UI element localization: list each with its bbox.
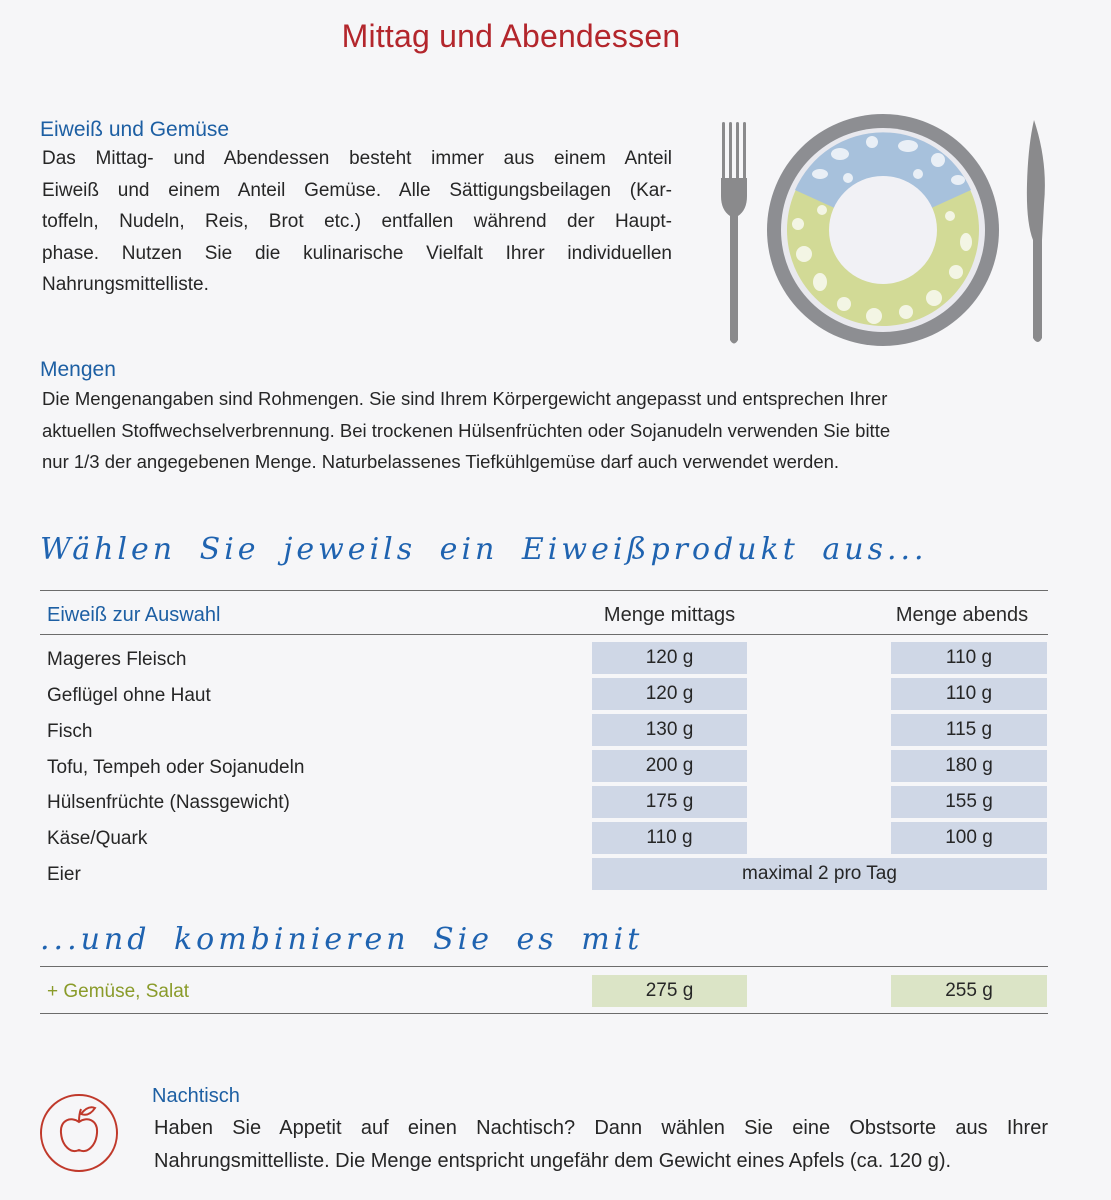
text-line: Die Mengenangaben sind Rohmengen. Sie sind Ihrem Körpergewicht angepasst und entsprechen Ihrer <box>42 388 888 409</box>
midday-amount: 110 g <box>592 822 747 854</box>
amounts-section-text <box>42 383 1062 478</box>
text-line: Haben Sie Appetit auf einen Nachtisch? Dann wählen Sie eine Obstsorte aus Ihrer <box>154 1117 1048 1139</box>
choose-protein-heading: Wählen Sie jeweils ein Eiweißprodukt aus... <box>40 532 928 567</box>
text-line: phase. Nutzen Sie die kulinarische Vielfalt Ihrer individuellen <box>42 242 672 264</box>
evening-amount: 110 g <box>891 678 1047 710</box>
divider <box>40 966 1048 967</box>
row-label: Geflügel ohne Haut <box>47 685 211 706</box>
vegetables-midday-amount: 275 g <box>592 975 747 1007</box>
evening-amount: 110 g <box>891 642 1047 674</box>
protein-section-text <box>42 143 672 301</box>
fork-icon <box>721 122 747 344</box>
midday-amount: 120 g <box>592 678 747 710</box>
row-label: Mageres Fleisch <box>47 649 187 670</box>
apple-icon <box>38 1092 120 1174</box>
text-line: Das Mittag- und Abendessen besteht immer aus einem Anteil <box>42 148 672 169</box>
text-line: aktuellen Stoffwechselverbrennung. Bei trockenen Hülsenfrüchten oder Sojanudeln verwenden Sie bitte <box>42 419 891 441</box>
plate-icon <box>767 114 999 346</box>
table-header-midday: Menge mittags <box>603 604 736 626</box>
text-line: Nahrungsmittelliste. Die Menge entspricht ungefähr dem Gewicht eines Apfels (ca. 120 g). <box>154 1150 952 1172</box>
knife-icon <box>1027 120 1045 342</box>
evening-amount: 100 g <box>891 822 1047 854</box>
text-line: toffeln, Nudeln, Reis, Brot etc.) entfallen während der Haupt- <box>42 211 672 232</box>
row-label: Tofu, Tempeh oder Sojanudeln <box>47 757 305 778</box>
protein-section-heading: Eiweiß und Gemüse <box>40 118 230 141</box>
evening-amount: 115 g <box>891 714 1047 746</box>
text-line: Nahrungsmittelliste. <box>42 274 209 295</box>
evening-amount: 180 g <box>891 750 1047 782</box>
vegetables-label: + Gemüse, Salat <box>47 981 190 1002</box>
vegetables-evening-amount: 255 g <box>891 975 1047 1007</box>
divider <box>40 590 1048 591</box>
divider <box>40 634 1048 635</box>
table-header-protein: Eiweiß zur Auswahl <box>47 604 221 626</box>
divider <box>40 1013 1048 1014</box>
evening-amount: 155 g <box>891 786 1047 818</box>
midday-amount: 175 g <box>592 786 747 818</box>
dessert-text <box>154 1112 1048 1178</box>
row-label: Käse/Quark <box>47 828 148 849</box>
table-header-evening: Menge abends <box>895 604 1029 626</box>
text-line: Eiweiß und einem Anteil Gemüse. Alle Sättigungsbeilagen (Kar- <box>42 179 672 201</box>
eggs-amount: maximal 2 pro Tag <box>592 858 1047 890</box>
midday-amount: 200 g <box>592 750 747 782</box>
row-label: Eier <box>47 864 81 885</box>
page-title: Mittag und Abendessen <box>341 18 681 54</box>
combine-heading: ...und kombinieren Sie es mit <box>40 922 644 957</box>
text-line: nur 1/3 der angegebenen Menge. Naturbelassenes Tiefkühlgemüse darf auch verwendet werden. <box>42 451 840 472</box>
dessert-heading: Nachtisch <box>152 1085 240 1107</box>
midday-amount: 120 g <box>592 642 747 674</box>
row-label: Hülsenfrüchte (Nassgewicht) <box>47 792 290 813</box>
amounts-section-heading: Mengen <box>40 358 116 381</box>
plate-illustration <box>712 112 1052 352</box>
midday-amount: 130 g <box>592 714 747 746</box>
row-label: Fisch <box>47 721 93 742</box>
